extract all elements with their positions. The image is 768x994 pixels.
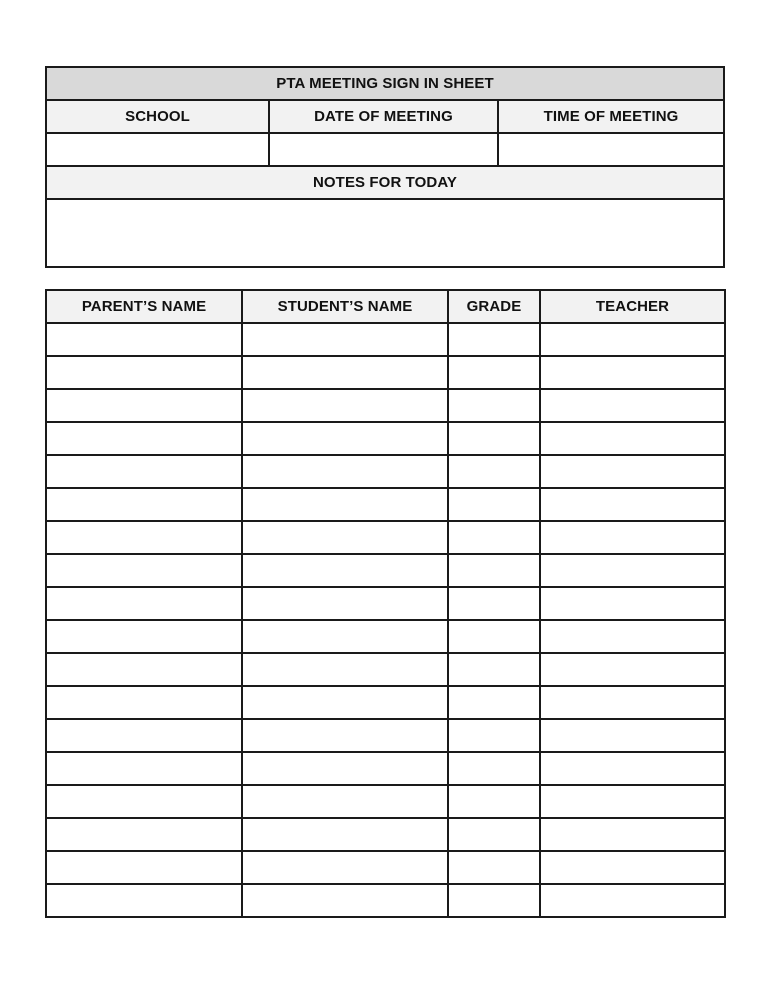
grade-cell[interactable] — [448, 785, 540, 818]
table-row — [46, 653, 725, 686]
table-row — [46, 356, 725, 389]
table-row — [46, 323, 725, 356]
student-name-cell[interactable] — [242, 389, 448, 422]
sign-in-table — [45, 289, 726, 918]
student-name-cell[interactable] — [242, 752, 448, 785]
teacher-cell[interactable] — [540, 851, 725, 884]
time-of-meeting-label: TIME OF MEETING — [498, 100, 724, 133]
table-row — [46, 620, 725, 653]
grade-cell[interactable] — [448, 521, 540, 554]
parent-name-cell[interactable] — [46, 455, 242, 488]
student-name-cell[interactable] — [242, 620, 448, 653]
student-name-cell[interactable] — [242, 653, 448, 686]
parent-name-cell[interactable] — [46, 488, 242, 521]
sign-in-rows — [46, 323, 725, 917]
parent-name-cell[interactable] — [46, 851, 242, 884]
parent-name-cell[interactable] — [46, 389, 242, 422]
notes-field[interactable] — [46, 199, 724, 267]
parent-name-cell[interactable] — [46, 752, 242, 785]
table-row — [46, 818, 725, 851]
teacher-cell[interactable] — [540, 620, 725, 653]
grade-cell[interactable] — [448, 455, 540, 488]
teacher-cell[interactable] — [540, 752, 725, 785]
student-name-cell[interactable] — [242, 686, 448, 719]
student-name-cell[interactable] — [242, 884, 448, 917]
teacher-cell[interactable] — [540, 488, 725, 521]
teacher-header: TEACHER — [540, 290, 725, 323]
grade-cell[interactable] — [448, 818, 540, 851]
parent-name-cell[interactable] — [46, 587, 242, 620]
teacher-cell[interactable] — [540, 521, 725, 554]
school-label: SCHOOL — [46, 100, 269, 133]
notes-label: NOTES FOR TODAY — [46, 166, 724, 199]
table-row — [46, 884, 725, 917]
student-name-cell[interactable] — [242, 587, 448, 620]
student-name-cell[interactable] — [242, 818, 448, 851]
teacher-cell[interactable] — [540, 554, 725, 587]
school-field[interactable] — [46, 133, 269, 166]
table-row — [46, 521, 725, 554]
parent-name-cell[interactable] — [46, 356, 242, 389]
table-row — [46, 752, 725, 785]
parent-name-header: PARENT’S NAME — [46, 290, 242, 323]
parent-name-cell[interactable] — [46, 884, 242, 917]
parent-name-cell[interactable] — [46, 785, 242, 818]
parent-name-cell[interactable] — [46, 686, 242, 719]
parent-name-cell[interactable] — [46, 323, 242, 356]
grade-cell[interactable] — [448, 884, 540, 917]
teacher-cell[interactable] — [540, 422, 725, 455]
table-row — [46, 851, 725, 884]
teacher-cell[interactable] — [540, 686, 725, 719]
parent-name-cell[interactable] — [46, 719, 242, 752]
teacher-cell[interactable] — [540, 587, 725, 620]
teacher-cell[interactable] — [540, 389, 725, 422]
meeting-info-table — [45, 66, 725, 268]
grade-cell[interactable] — [448, 653, 540, 686]
teacher-cell[interactable] — [540, 785, 725, 818]
grade-cell[interactable] — [448, 422, 540, 455]
table-row — [46, 389, 725, 422]
grade-cell[interactable] — [448, 554, 540, 587]
grade-cell[interactable] — [448, 389, 540, 422]
student-name-cell[interactable] — [242, 521, 448, 554]
parent-name-cell[interactable] — [46, 521, 242, 554]
teacher-cell[interactable] — [540, 653, 725, 686]
grade-cell[interactable] — [448, 851, 540, 884]
table-row — [46, 719, 725, 752]
time-of-meeting-field[interactable] — [498, 133, 724, 166]
parent-name-cell[interactable] — [46, 620, 242, 653]
student-name-cell[interactable] — [242, 785, 448, 818]
grade-cell[interactable] — [448, 323, 540, 356]
teacher-cell[interactable] — [540, 818, 725, 851]
teacher-cell[interactable] — [540, 356, 725, 389]
student-name-cell[interactable] — [242, 422, 448, 455]
date-of-meeting-label: DATE OF MEETING — [269, 100, 498, 133]
grade-cell[interactable] — [448, 752, 540, 785]
parent-name-cell[interactable] — [46, 653, 242, 686]
date-of-meeting-field[interactable] — [269, 133, 498, 166]
parent-name-cell[interactable] — [46, 422, 242, 455]
student-name-cell[interactable] — [242, 455, 448, 488]
student-name-cell[interactable] — [242, 851, 448, 884]
student-name-cell[interactable] — [242, 719, 448, 752]
table-row — [46, 488, 725, 521]
teacher-cell[interactable] — [540, 719, 725, 752]
parent-name-cell[interactable] — [46, 554, 242, 587]
table-row — [46, 686, 725, 719]
table-row — [46, 455, 725, 488]
grade-cell[interactable] — [448, 488, 540, 521]
sign-in-header-row — [46, 290, 725, 323]
student-name-cell[interactable] — [242, 554, 448, 587]
grade-cell[interactable] — [448, 719, 540, 752]
grade-cell[interactable] — [448, 356, 540, 389]
table-row — [46, 422, 725, 455]
teacher-cell[interactable] — [540, 323, 725, 356]
grade-cell[interactable] — [448, 620, 540, 653]
student-name-cell[interactable] — [242, 323, 448, 356]
grade-header: GRADE — [448, 290, 540, 323]
student-name-cell[interactable] — [242, 488, 448, 521]
table-row — [46, 587, 725, 620]
teacher-cell[interactable] — [540, 455, 725, 488]
grade-cell[interactable] — [448, 587, 540, 620]
page-title: PTA MEETING SIGN IN SHEET — [46, 67, 724, 100]
grade-cell[interactable] — [448, 686, 540, 719]
student-name-cell[interactable] — [242, 356, 448, 389]
student-name-header: STUDENT’S NAME — [242, 290, 448, 323]
table-row — [46, 554, 725, 587]
parent-name-cell[interactable] — [46, 818, 242, 851]
table-row — [46, 785, 725, 818]
teacher-cell[interactable] — [540, 884, 725, 917]
